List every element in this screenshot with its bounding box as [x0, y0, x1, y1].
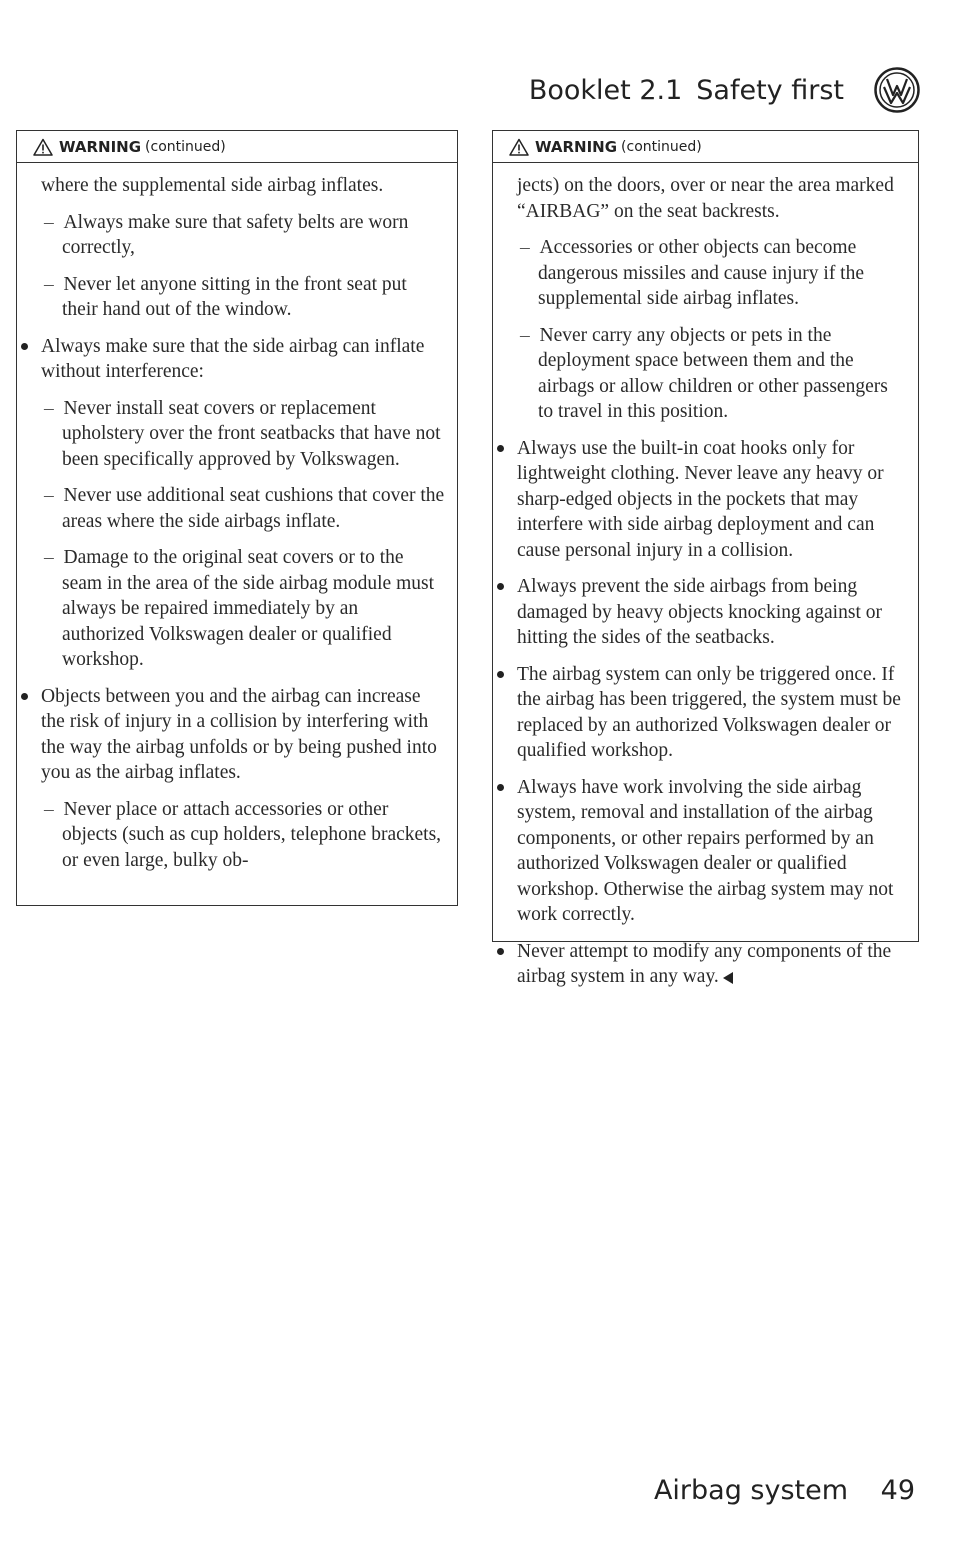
dash-item: – Never let anyone sitting in the front seat put their hand out of the window.	[41, 272, 445, 323]
warning-triangle-icon	[509, 138, 529, 156]
page-header	[529, 60, 920, 120]
dash-item: – Never install seat covers or replacement upholstery over the front seatbacks that have not been specifically approved by Volkswagen.	[41, 396, 445, 473]
warning-triangle-icon	[33, 138, 53, 156]
warning-box-right	[492, 130, 919, 987]
warning-header	[493, 131, 918, 163]
bullet-item: The airbag system can only be triggered once. If the airbag has been triggered, the system must be replaced by an authorized Volkswagen dealer or qualified workshop.	[505, 662, 906, 764]
page-footer	[654, 1475, 915, 1506]
warning-header	[17, 131, 457, 163]
page-number: 49	[880, 1475, 915, 1506]
warning-box-left	[16, 130, 458, 906]
bullet-item: Always make sure that the side airbag can inflate without interference:	[29, 334, 445, 385]
dash-item: – Never place or attach accessories or other objects (such as cup holders, telephone brackets, or even large, bulky ob-	[41, 797, 445, 874]
bullet-item: Always prevent the side airbags from being damaged by heavy objects knocking against or hitting the sides of the seatbacks.	[505, 574, 906, 651]
vw-logo-icon	[874, 67, 920, 113]
footer-section: Airbag system	[653, 1475, 849, 1506]
booklet-label: Booklet 2.1	[528, 74, 683, 106]
section-end-icon	[723, 972, 733, 984]
dash-item: – Accessories or other objects can become dangerous missiles and cause injury if the supplemental side airbag inflates.	[517, 235, 906, 312]
dash-item: – Never carry any objects or pets in the deployment space between them and the airbags or allow children or other passengers to travel in this position.	[517, 323, 906, 425]
warning-content	[17, 163, 457, 873]
bullet-item: Objects between you and the airbag can increase the risk of injury in a collision by interfering with the way the airbag unfolds or by being pushed into you as the airbag inflates.	[29, 684, 445, 786]
bullet-item: Always have work involving the side airbag system, removal and installation of the airbag components, or other repairs performed by an authorized Volkswagen dealer or qualified workshop. Otherwise the airbag system may not work correctly.	[505, 775, 906, 928]
warning-continued-label: (continued)	[621, 138, 702, 155]
section-title: Safety first	[696, 74, 844, 106]
warning-content	[493, 163, 918, 990]
paragraph: jects) on the doors, over or near the area marked “AIRBAG” on the seat backrests.	[517, 175, 894, 222]
bullet-text: Never attempt to modify any components of the airbag system in any way.	[517, 940, 892, 987]
warning-label: WARNING	[535, 137, 618, 156]
paragraph: where the supplemental side airbag inflates.	[41, 175, 384, 196]
dash-item: – Damage to the original seat covers or to the seam in the area of the side airbag module must always be repaired immediately by an authorized Volkswagen dealer or qualified workshop.	[41, 545, 445, 673]
bullet-item: Always use the built-in coat hooks only for lightweight clothing. Never leave any heavy or sharp-edged objects in the pockets that may interfere with side airbag deployment and can cause personal injury in a collision.	[505, 436, 906, 564]
dash-item: – Never use additional seat cushions that cover the areas where the side airbags inflate.	[41, 483, 445, 534]
bullet-item	[505, 939, 906, 990]
dash-item: – Always make sure that safety belts are worn correctly,	[41, 210, 445, 261]
warning-continued-label: (continued)	[145, 138, 226, 155]
warning-label: WARNING	[59, 137, 142, 156]
